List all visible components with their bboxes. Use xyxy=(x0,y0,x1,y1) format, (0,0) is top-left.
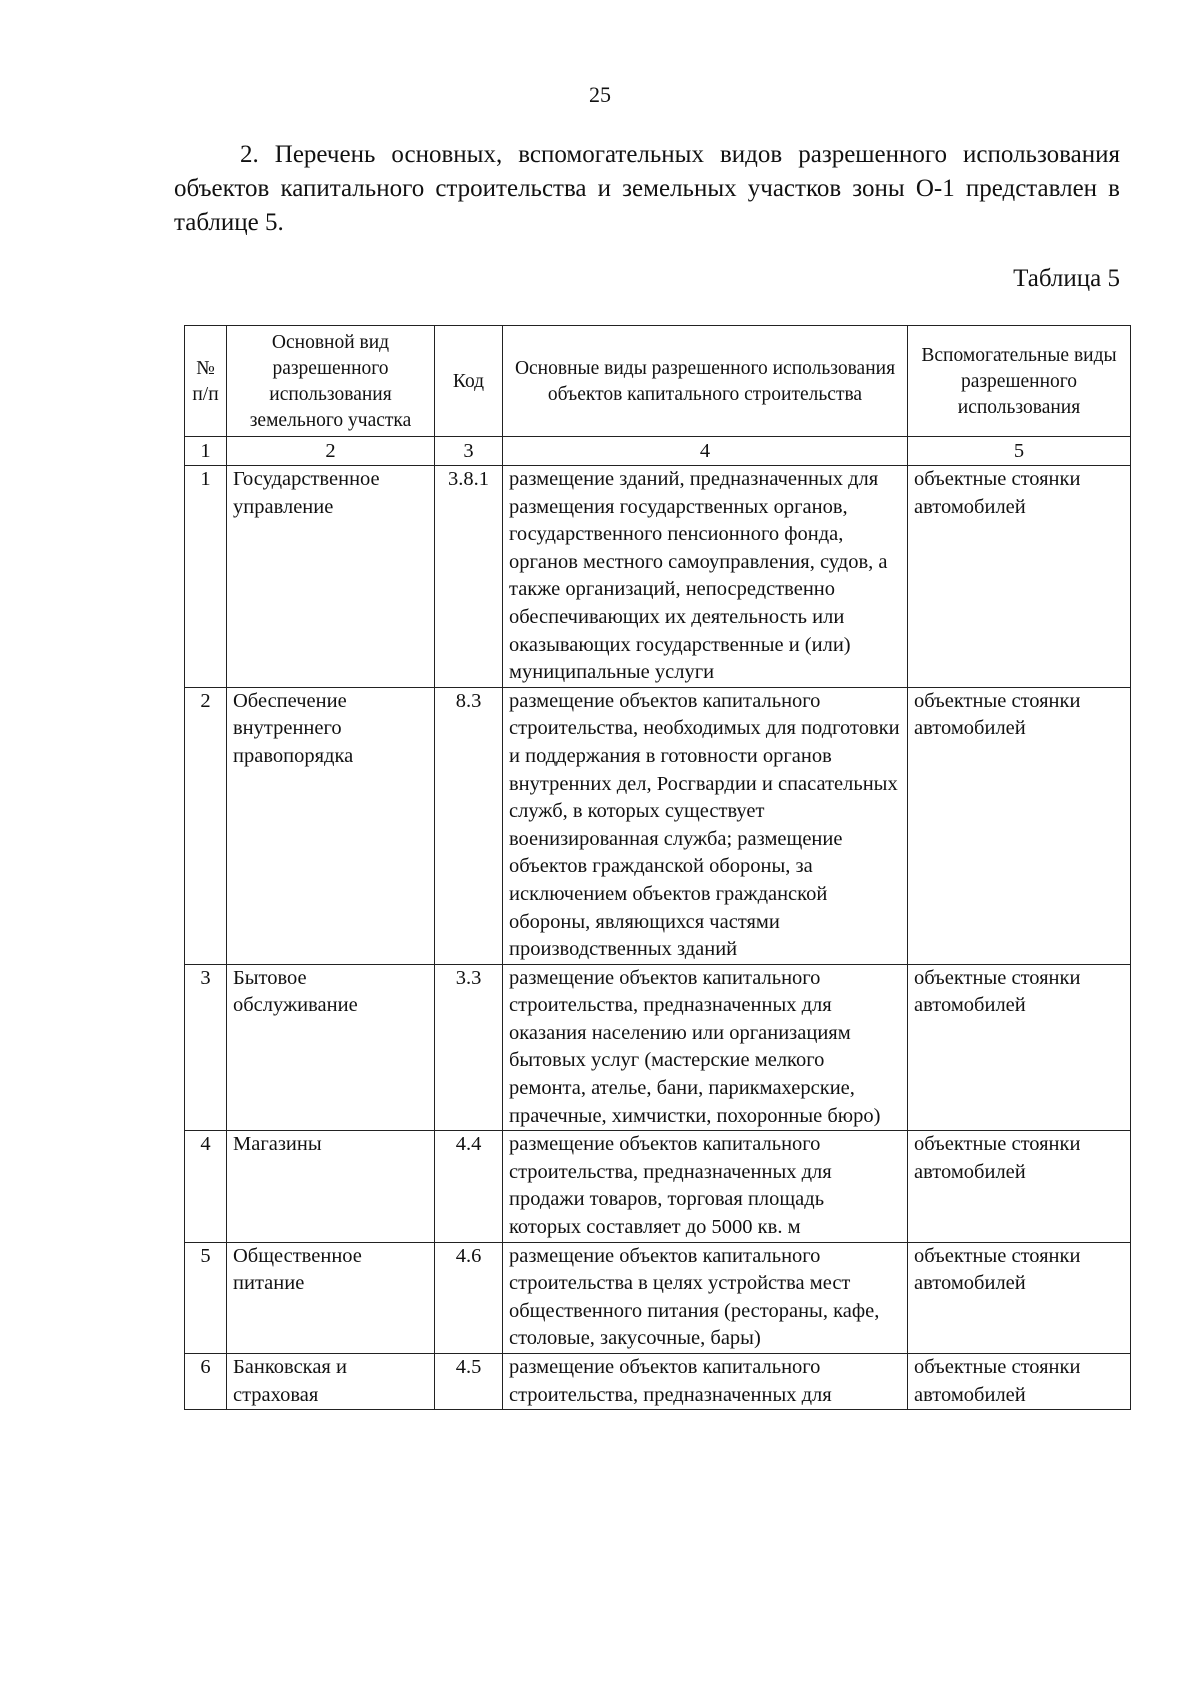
aux-use: объектные стоянки автомобилей xyxy=(908,1242,1131,1353)
column-number: 2 xyxy=(227,437,435,466)
use-description: размещение объектов капитального строительства, предназначенных для xyxy=(503,1354,908,1410)
row-number: 4 xyxy=(185,1131,227,1242)
column-number: 1 xyxy=(185,437,227,466)
permitted-use-table xyxy=(184,325,1131,1410)
page-number: 25 xyxy=(589,82,611,107)
table-row xyxy=(185,1242,1131,1353)
row-number: 1 xyxy=(185,466,227,688)
use-description: размещение объектов капитального строительства в целях устройства мест общественного питания (рестораны, кафе, столовые, закусочные, бары) xyxy=(503,1242,908,1353)
table-row xyxy=(185,964,1131,1131)
aux-use: объектные стоянки автомобилей xyxy=(908,1131,1131,1242)
aux-use: объектные стоянки автомобилей xyxy=(908,964,1131,1131)
use-code: 8.3 xyxy=(435,687,503,964)
row-number: 3 xyxy=(185,964,227,1131)
use-code: 4.5 xyxy=(435,1354,503,1410)
aux-use: объектные стоянки автомобилей xyxy=(908,1354,1131,1410)
use-code: 4.4 xyxy=(435,1131,503,1242)
header-main-use: Основной вид разрешенного использования земельного участка xyxy=(227,326,435,437)
main-use: Общественное питание xyxy=(227,1242,435,1353)
row-number: 5 xyxy=(185,1242,227,1353)
row-number: 6 xyxy=(185,1354,227,1410)
header-code: Код xyxy=(435,326,503,437)
aux-use: объектные стоянки автомобилей xyxy=(908,687,1131,964)
main-use: Обеспечение внутреннего правопорядка xyxy=(227,687,435,964)
aux-use: объектные стоянки автомобилей xyxy=(908,466,1131,688)
header-aux-kinds: Вспомогательные виды разрешенного использования xyxy=(908,326,1131,437)
use-description: размещение объектов капитального строительства, предназначенных для продажи товаров, торговая площадь которых составляет до 5000 кв. м xyxy=(503,1131,908,1242)
table-row xyxy=(185,1131,1131,1242)
use-description: размещение зданий, предназначенных для размещения государственных органов, государственного пенсионного фонда, органов местного самоуправления, судов, а также организаций, непосредственно обеспечивающих их деятельность или оказывающих государственные и (или) муниципальные услуги xyxy=(503,466,908,688)
intro-paragraph: 2. Перечень основных, вспомогательных видов разрешенного использования объектов капитального строительства и земельных участков зоны О-1 представлен в таблице 5. xyxy=(174,141,1120,236)
use-code: 3.8.1 xyxy=(435,466,503,688)
table-caption: Таблица 5 xyxy=(1013,265,1120,292)
column-number: 4 xyxy=(503,437,908,466)
column-number: 3 xyxy=(435,437,503,466)
main-use: Магазины xyxy=(227,1131,435,1242)
table-header-row xyxy=(185,326,1131,437)
row-number: 2 xyxy=(185,687,227,964)
table-row xyxy=(185,687,1131,964)
header-main-kinds: Основные виды разрешенного использования объектов капитального строительства xyxy=(503,326,908,437)
main-use: Бытовое обслуживание xyxy=(227,964,435,1131)
column-number-row xyxy=(185,437,1131,466)
main-use: Банковская и страховая xyxy=(227,1354,435,1410)
header-num: № п/п xyxy=(185,326,227,437)
use-code: 4.6 xyxy=(435,1242,503,1353)
table-row xyxy=(185,466,1131,688)
table-row xyxy=(185,1354,1131,1410)
main-use: Государственное управление xyxy=(227,466,435,688)
use-code: 3.3 xyxy=(435,964,503,1131)
column-number: 5 xyxy=(908,437,1131,466)
use-description: размещение объектов капитального строительства, необходимых для подготовки и поддержания в готовности органов внутренних дел, Росгвардии и спасательных служб, в которых существует военизированная служба; размещение объектов гражданской обороны, за исключением объектов гражданской обороны, являющихся частями производственных зданий xyxy=(503,687,908,964)
use-description: размещение объектов капитального строительства, предназначенных для оказания населению или организациям бытовых услуг (мастерские мелкого ремонта, ателье, бани, парикмахерские, прачечные, химчистки, похоронные бюро) xyxy=(503,964,908,1131)
